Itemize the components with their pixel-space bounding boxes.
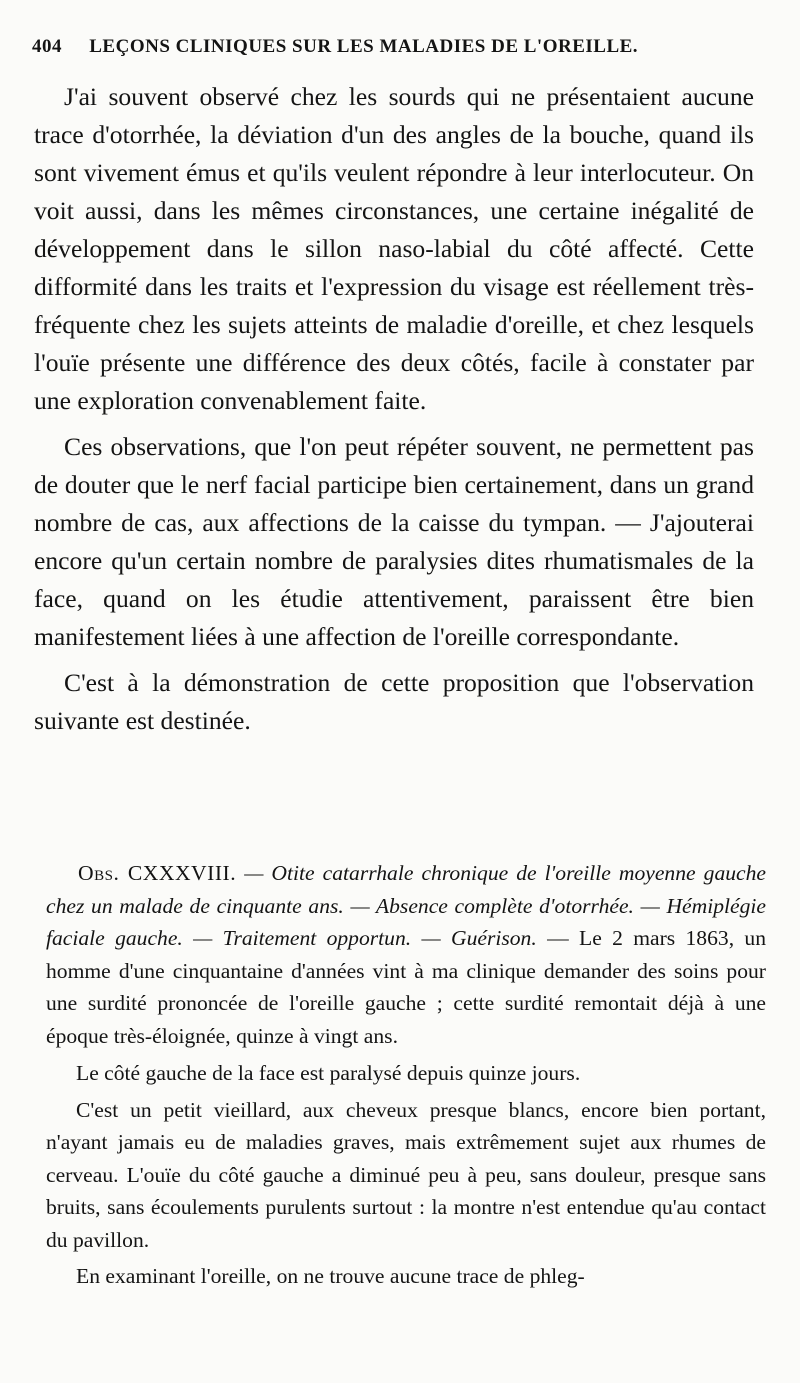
observation-paragraph-1: Le côté gauche de la face est paralysé depuis quinze jours.	[76, 1061, 581, 1085]
main-text	[34, 78, 754, 748]
page-number: 404	[32, 36, 62, 57]
running-header	[32, 36, 772, 66]
observation-paragraph-3: En examinant l'oreille, on ne trouve aucune trace de phleg-	[76, 1264, 585, 1288]
observation-label: Obs. CXXXVIII.	[78, 861, 237, 885]
observation-text: — Le 2 mars 1863, un homme d'une cinquantaine d'années vint à ma clinique demander des soins pour une surdité prononcée de l'oreille gauche ; cette surdité remontait déjà à une époque très-éloignée, quinze à vingt ans.	[46, 926, 767, 1048]
paragraph-3: C'est à la démonstration de cette proposition que l'observation suivante est destinée.	[34, 668, 754, 735]
observation-paragraph-2: C'est un petit vieillard, aux cheveux presque blancs, encore bien portant, n'ayant jamais eu de maladies graves, mais extrêmement sujet aux rhumes de cerveau. L'ouïe du côté gauche a diminué peu à peu, sans douleur, presque sans bruits, sans écoulements purulents surtout : la montre n'est entendue qu'au contact du pavillon.	[46, 1097, 766, 1252]
paragraph-2: Ces observations, que l'on peut répéter souvent, ne permettent pas de douter que le nerf facial participe bien certainement, dans un grand nombre de cas, aux affections de la caisse du tympan. — J'ajouterai encore qu'un certain nombre de paralysies dites rhumatismales de la face, quand on les étudie attentivement, paraissent être bien manifestement liées à une affection de l'oreille correspondante.	[34, 432, 754, 651]
observation-title: — Otite catarrhale chronique de l'oreille moyenne gauche chez un malade de cinquante ans. — Absence complète d'otorrhée. — Hémiplégie faciale gauche. — Traitement opportun. — Guérison.	[46, 861, 766, 950]
observation-intro	[46, 857, 766, 1052]
paragraph-1: J'ai souvent observé chez les sourds qui ne présentaient aucune trace d'otorrhée, la déviation d'un des angles de la bouche, quand ils sont vivement émus et qu'ils veulent répondre à leur interlocuteur. On voit aussi, dans les mêmes circonstances, une certaine inégalité de développement dans le sillon naso-labial du côté affecté. Cette difformité dans les traits et l'expression du visage est réellement très-fréquente chez les sujets atteints de maladie d'oreille, et chez lesquels l'ouïe présente une différence des deux côtés, facile à constater par une exploration convenablement faite.	[34, 82, 754, 415]
observation-block	[46, 857, 766, 1297]
running-head-title: LEÇONS CLINIQUES SUR LES MALADIES DE L'OREILLE.	[89, 36, 639, 57]
